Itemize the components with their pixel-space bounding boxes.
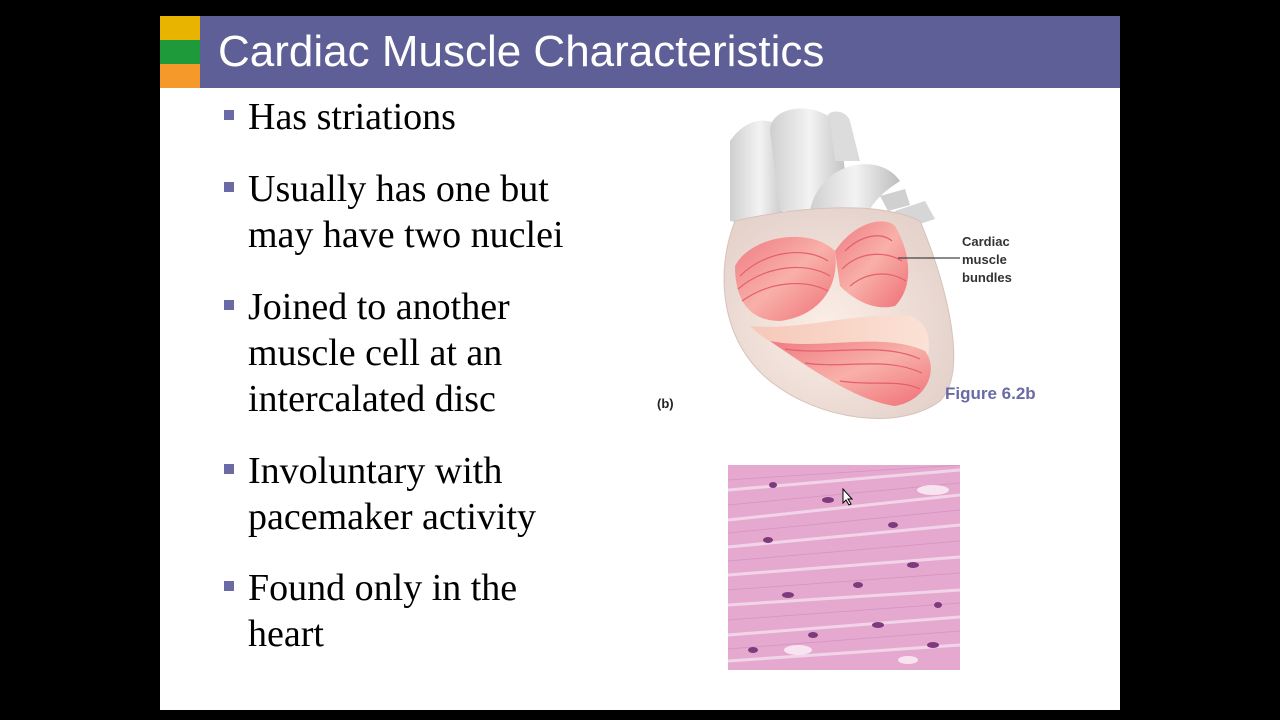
title-bar	[160, 16, 1120, 88]
bullet-line: Has striations	[248, 96, 456, 138]
slide	[160, 16, 1120, 710]
bullet-line: may have two nuclei	[248, 214, 564, 256]
bullet-line: Involuntary with	[248, 450, 503, 492]
bullet-marker-icon	[224, 581, 234, 591]
bullet-line: Joined to another	[248, 286, 510, 328]
bullet-line: pacemaker activity	[248, 496, 537, 538]
mouse-cursor-icon	[842, 488, 854, 506]
bullet-marker-icon	[224, 182, 234, 192]
bullet-marker-icon	[224, 300, 234, 310]
bullet-text	[248, 166, 648, 258]
accent-yellow-block	[160, 16, 200, 40]
figure-reference: Figure 6.2b	[945, 384, 1036, 403]
accent-orange-block	[160, 64, 200, 88]
bullet-line: Found only in the	[248, 567, 518, 609]
panel-label: (b)	[657, 396, 674, 411]
cardiac-muscle-bundles-label: Cardiac muscle bundles	[962, 234, 1012, 285]
bullet-line: heart	[248, 613, 324, 655]
bullet-marker-icon	[224, 110, 234, 120]
bullet-marker-icon	[224, 464, 234, 474]
bullet-text	[248, 284, 648, 422]
bullet-text	[248, 565, 648, 657]
bullet-line: intercalated disc	[248, 378, 496, 420]
bullet-text	[248, 448, 648, 540]
accent-green-block	[160, 40, 200, 64]
bullet-line: muscle cell at an	[248, 332, 503, 374]
bullet-text	[248, 94, 648, 140]
bullet-line: Usually has one but	[248, 168, 549, 210]
slide-title: Cardiac Muscle Characteristics	[218, 27, 825, 76]
